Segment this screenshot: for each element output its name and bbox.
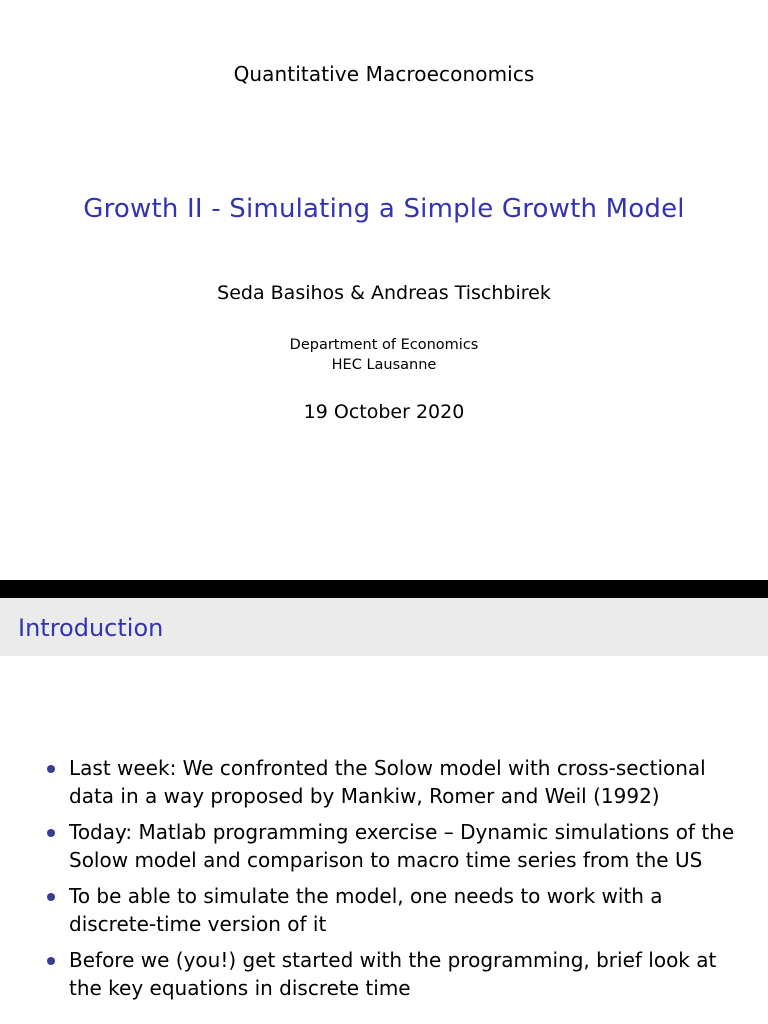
frame-header bbox=[0, 598, 768, 656]
institute-block bbox=[0, 335, 768, 375]
department: Department of Economics bbox=[289, 337, 479, 353]
presentation-date: 19 October 2020 bbox=[303, 401, 465, 423]
bullet-item bbox=[0, 754, 768, 810]
bullet-icon bbox=[47, 765, 55, 773]
bullet-item bbox=[0, 946, 768, 1002]
institution: HEC Lausanne bbox=[331, 357, 437, 373]
bullet-icon bbox=[47, 893, 55, 901]
course-name: Quantitative Macroeconomics bbox=[233, 62, 535, 86]
introduction-slide bbox=[0, 598, 768, 1024]
bullet-icon bbox=[47, 829, 55, 837]
bullet-item bbox=[0, 882, 768, 938]
slide-separator bbox=[0, 580, 768, 598]
authors: Seda Basihos & Andreas Tischbirek bbox=[217, 282, 551, 304]
bullet-text: Today: Matlab programming exercise – Dynamic simulations of the Solow model and comparison to macro time series from the US bbox=[69, 820, 735, 872]
bullet-icon bbox=[47, 957, 55, 965]
bullet-list bbox=[0, 754, 768, 1010]
frame-title: Introduction bbox=[18, 614, 164, 642]
bullet-text: Before we (you!) get started with the programming, brief look at the key equations in discrete time bbox=[69, 948, 717, 1000]
bullet-item bbox=[0, 818, 768, 874]
bullet-text: Last week: We confronted the Solow model with cross-sectional data in a way proposed by Mankiw, Romer and Weil (1992) bbox=[69, 756, 706, 808]
presentation-title: Growth II - Simulating a Simple Growth Model bbox=[83, 194, 685, 224]
bullet-text: To be able to simulate the model, one needs to work with a discrete-time version of it bbox=[69, 884, 663, 936]
